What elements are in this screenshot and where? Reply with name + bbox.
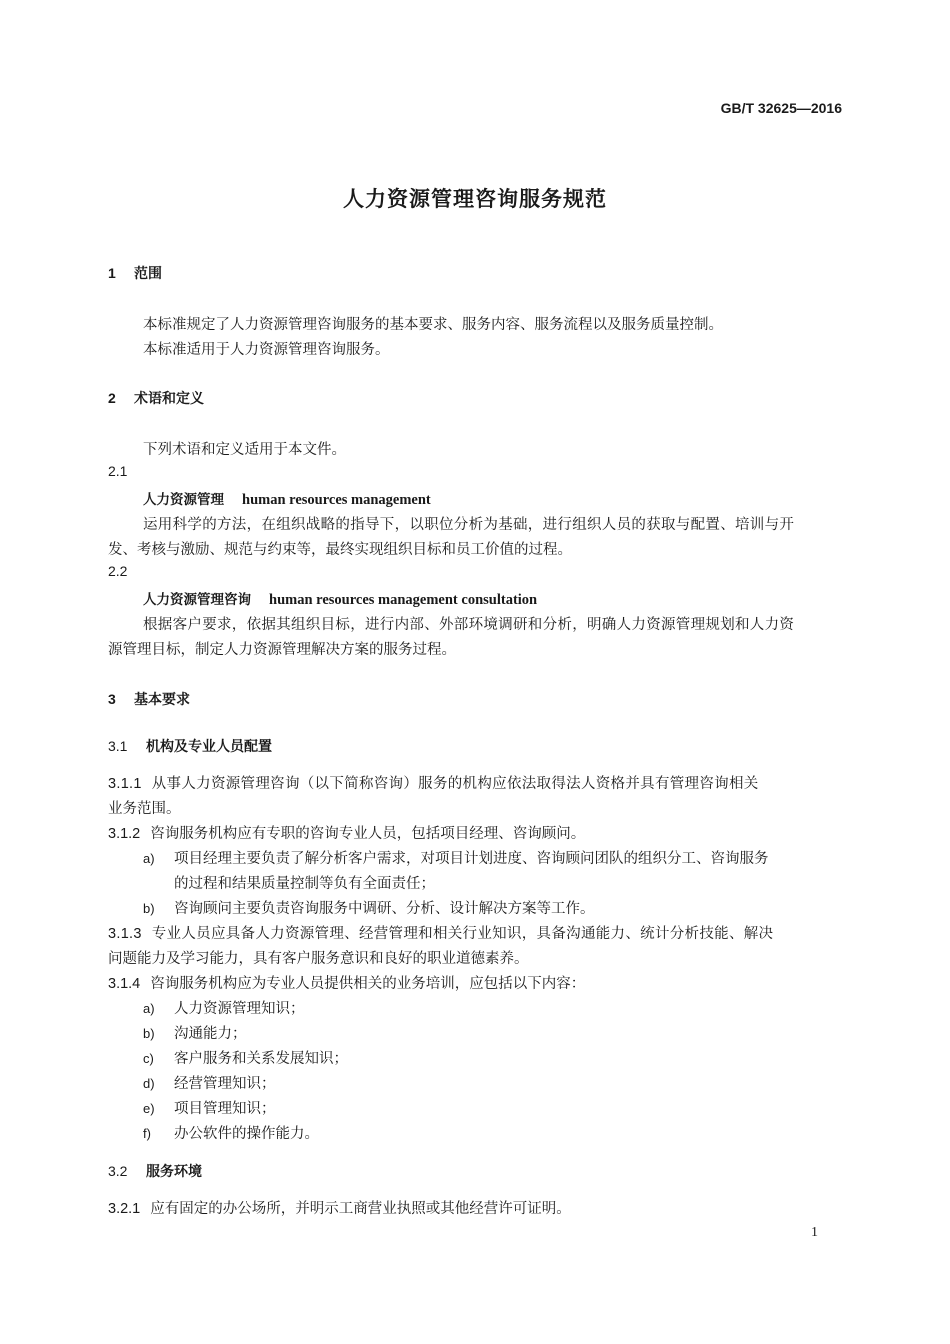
list-item	[143, 1122, 319, 1143]
list-marker: a)	[143, 851, 155, 866]
section-number: 3	[108, 691, 116, 707]
list-marker: a)	[143, 1001, 155, 1016]
section-number: 2	[108, 390, 116, 406]
list-item	[143, 1047, 348, 1068]
list-text: 沟通能力；	[174, 1026, 247, 1042]
clause-number: 3.1.4	[108, 976, 141, 992]
clause-3-1-3	[108, 922, 773, 943]
term-number: 2.1	[108, 463, 128, 479]
section-3-heading	[108, 689, 190, 709]
definition-line: 源管理目标，制定人力资源管理解决方案的服务过程。	[108, 642, 456, 658]
list-item	[143, 997, 305, 1018]
clause-text: 专业人员应具备人力资源管理、经营管理和相关行业知识，具备沟通能力、统计分析技能、解决	[151, 926, 774, 942]
definition-line: 运用科学的方法，在组织战略的指导下，以职位分析为基础，进行组织人员的获取与配置、培训与开	[143, 517, 795, 533]
clause-3-1-4	[108, 972, 585, 993]
list-item	[143, 897, 595, 918]
clause-text: 从事人力资源管理咨询（以下简称咨询）服务的机构应依法取得法人资格并具有管理咨询相关	[151, 776, 759, 792]
clause-number: 3.2.1	[108, 1201, 141, 1217]
list-marker: b)	[143, 901, 155, 916]
list-text: 人力资源管理知识；	[174, 1001, 305, 1017]
subsection-number: 3.2	[108, 1163, 128, 1179]
clause-3-2-1	[108, 1197, 571, 1218]
list-text: 项目经理主要负责了解分析客户需求，对项目计划进度、咨询顾问团队的组织分工、咨询服务	[174, 851, 769, 867]
term-heading	[143, 588, 537, 609]
definition-line: 发、考核与激励、规范与约束等，最终实现组织目标和员工价值的过程。	[108, 542, 572, 558]
clause-text: 咨询服务机构应为专业人员提供相关的业务培训，应包括以下内容：	[150, 976, 586, 992]
page-number: 1	[811, 1225, 818, 1240]
list-item	[143, 1097, 276, 1118]
list-text: 咨询顾问主要负责咨询服务中调研、分析、设计解决方案等工作。	[174, 901, 595, 917]
list-marker: e)	[143, 1101, 155, 1116]
clause-3-1-2	[108, 822, 585, 843]
list-marker: c)	[143, 1051, 154, 1066]
document-title: 人力资源管理咨询服务规范	[343, 187, 607, 211]
list-item	[143, 1022, 247, 1043]
clause-continuation: 业务范围。	[108, 801, 181, 817]
paragraph: 下列术语和定义适用于本文件。	[143, 442, 346, 458]
term-heading	[143, 488, 431, 509]
section-number: 1	[108, 265, 116, 281]
clause-continuation: 问题能力及学习能力，具有客户服务意识和良好的职业道德素养。	[108, 951, 529, 967]
subsection-number: 3.1	[108, 738, 128, 754]
standard-number: GB/T 32625—2016	[720, 100, 842, 116]
list-item	[143, 847, 769, 868]
term-english: human resources management consultation	[269, 592, 538, 608]
term-chinese: 人力资源管理	[143, 492, 224, 508]
clause-text: 咨询服务机构应有专职的咨询专业人员，包括项目经理、咨询顾问。	[150, 826, 586, 842]
term-number: 2.2	[108, 563, 128, 579]
list-marker: b)	[143, 1026, 155, 1041]
list-marker: d)	[143, 1076, 155, 1091]
definition-line: 根据客户要求，依据其组织目标，进行内部、外部环境调研和分析，明确人力资源管理规划和人力资	[143, 617, 795, 633]
clause-3-1-1	[108, 772, 759, 793]
subsection-3-2-heading	[108, 1161, 202, 1181]
list-text: 经营管理知识；	[174, 1076, 276, 1092]
section-1-heading	[108, 263, 162, 283]
section-title: 术语和定义	[134, 391, 204, 407]
subsection-title: 机构及专业人员配置	[146, 739, 272, 755]
list-item	[143, 1072, 276, 1093]
clause-text: 应有固定的办公场所，并明示工商营业执照或其他经营许可证明。	[150, 1201, 571, 1217]
subsection-title: 服务环境	[146, 1164, 202, 1180]
paragraph: 本标准规定了人力资源管理咨询服务的基本要求、服务内容、服务流程以及服务质量控制。	[143, 317, 723, 333]
clause-number: 3.1.3	[108, 926, 142, 942]
list-text: 办公软件的操作能力。	[174, 1126, 319, 1142]
section-title: 基本要求	[134, 692, 190, 708]
list-text: 项目管理知识；	[174, 1101, 276, 1117]
list-continuation: 的过程和结果质量控制等负有全面责任；	[174, 876, 435, 892]
list-marker: f)	[143, 1126, 151, 1141]
term-chinese: 人力资源管理咨询	[143, 592, 251, 608]
list-text: 客户服务和关系发展知识；	[174, 1051, 348, 1067]
subsection-3-1-heading	[108, 736, 272, 756]
section-2-heading	[108, 388, 204, 408]
clause-number: 3.1.2	[108, 826, 141, 842]
clause-number: 3.1.1	[108, 776, 142, 792]
section-title: 范围	[134, 266, 162, 282]
paragraph: 本标准适用于人力资源管理咨询服务。	[143, 342, 390, 358]
term-english: human resources management	[242, 492, 431, 508]
